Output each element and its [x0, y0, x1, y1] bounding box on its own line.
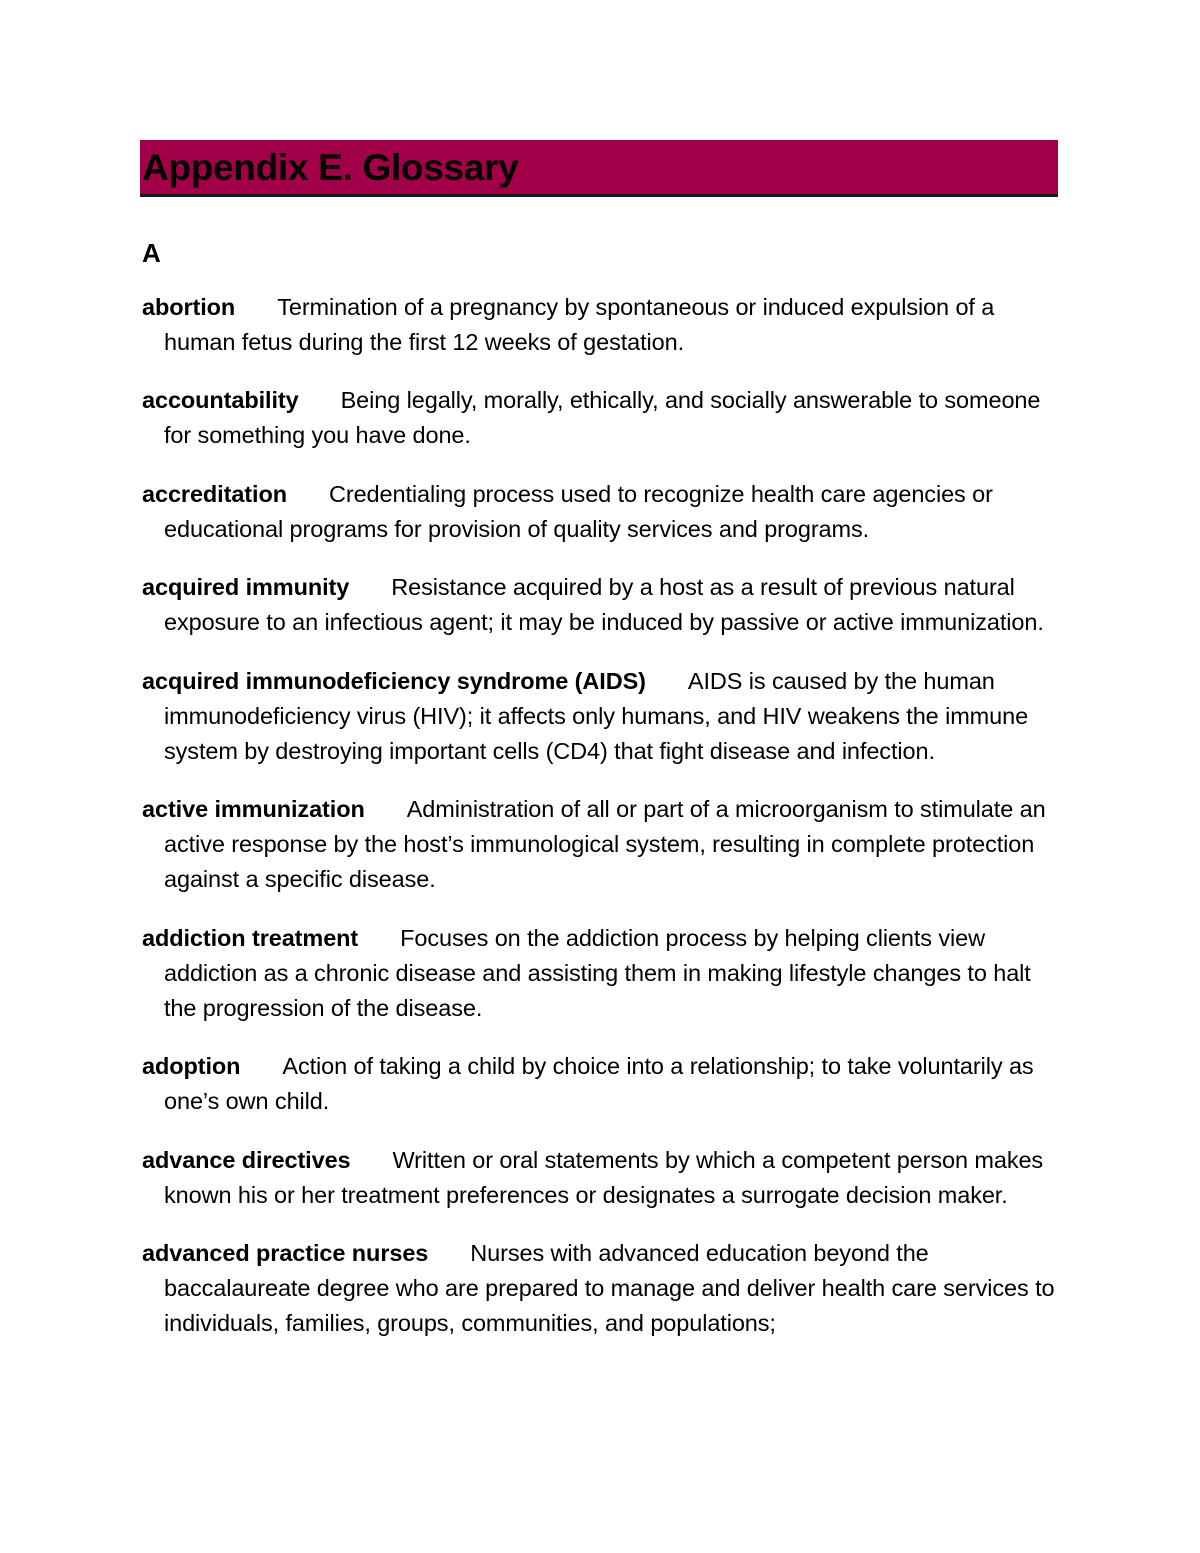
glossary-entry [140, 1143, 1058, 1213]
glossary-definition: Administration of all or part of a microorganism to stimulate an active response by the host’s immunological system, resulting in complete protection against a specific disease. [164, 796, 1046, 892]
glossary-entry [140, 1049, 1058, 1119]
glossary-entry [140, 664, 1058, 769]
document-page [140, 140, 1058, 1353]
glossary-definition: Written or oral statements by which a competent person makes known his or her treatment preferences or designates a surrogate decision maker. [164, 1146, 1044, 1208]
glossary-entry [140, 1236, 1058, 1341]
section-letter-heading: A [142, 238, 161, 268]
title-banner [140, 140, 1058, 197]
glossary-definition: AIDS is caused by the human immunodeficiency virus (HIV); it affects only humans, and HIV weakens the immune system by destroying important cells (CD4) that fight disease and infection. [164, 667, 1029, 764]
page-title: Appendix E. Glossary [142, 146, 519, 188]
glossary-entry [140, 290, 1058, 360]
glossary-entry [140, 477, 1058, 547]
glossary-entry [140, 570, 1058, 640]
glossary-term: accountability [142, 387, 299, 413]
glossary-term: accreditation [142, 480, 287, 507]
glossary-definition: Action of taking a child by choice into a relationship; to take voluntarily as one’s own child. [164, 1053, 1034, 1114]
glossary-term: advance directives [142, 1146, 351, 1173]
glossary-term: abortion [142, 293, 236, 320]
glossary-definition: Focuses on the addiction process by helping clients view addiction as a chronic disease and assisting them in making lifestyle changes to halt the progression of the disease. [164, 924, 1031, 1021]
glossary-term: active immunization [142, 796, 365, 822]
glossary-term: acquired immunity [142, 574, 350, 600]
glossary-definition: Nurses with advanced education beyond the baccalaureate degree who are prepared to manage and deliver health care services to individuals, families, groups, communities, and populations; [164, 1240, 1055, 1336]
glossary-entry [140, 921, 1058, 1026]
glossary-term: addiction treatment [142, 924, 359, 951]
glossary-term: adoption [142, 1053, 241, 1079]
glossary-entry [140, 792, 1058, 897]
glossary-definition: Being legally, morally, ethically, and socially answerable to someone for something you have done. [164, 387, 1041, 448]
glossary-list [140, 290, 1058, 1342]
glossary-term: acquired immunodeficiency syndrome (AIDS) [142, 667, 646, 694]
glossary-entry [140, 383, 1058, 453]
glossary-term: advanced practice nurses [142, 1240, 429, 1266]
glossary-definition: Credentialing process used to recognize health care agencies or educational programs for provision of quality services and programs. [164, 480, 993, 542]
glossary-definition: Termination of a pregnancy by spontaneous or induced expulsion of a human fetus during the first 12 weeks of gestation. [164, 293, 995, 355]
glossary-definition: Resistance acquired by a host as a result of previous natural exposure to an infectious agent; it may be induced by passive or active immunization. [164, 574, 1044, 635]
